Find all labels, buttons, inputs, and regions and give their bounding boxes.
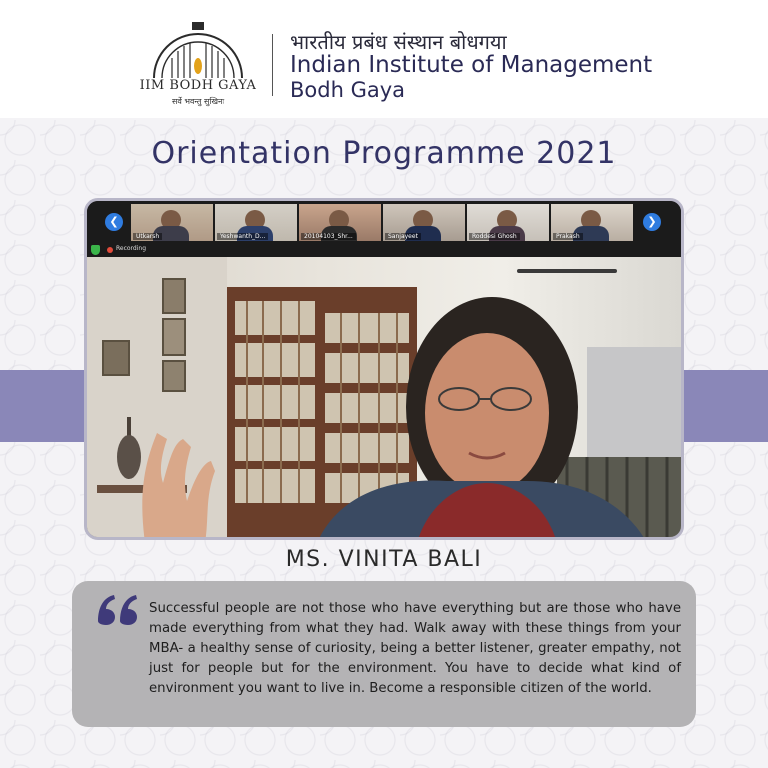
- speaker-video-frame: [87, 257, 681, 540]
- institute-name-hindi: भारतीय प्रबंध संस्थान बोधगया: [290, 30, 507, 54]
- stupa-arch-icon: [148, 20, 248, 80]
- participant-tile[interactable]: [131, 204, 213, 241]
- recording-bar: [87, 243, 681, 257]
- header: [0, 0, 768, 118]
- chevron-right-icon[interactable]: ❯: [643, 213, 661, 231]
- shield-icon[interactable]: [91, 245, 100, 255]
- iim-logo: [134, 20, 262, 106]
- logo-motto: सर्वे भवन्तु सुखिनः: [171, 97, 225, 106]
- quote-box: [72, 581, 696, 727]
- participant-tile[interactable]: [299, 204, 381, 241]
- participant-tile[interactable]: [467, 204, 549, 241]
- chevron-left-icon[interactable]: ❮: [105, 213, 123, 231]
- participant-tile[interactable]: [383, 204, 465, 241]
- quote-icon: [94, 591, 142, 627]
- institute-name-line2: Bodh Gaya: [290, 78, 406, 102]
- institute-name-line1: Indian Institute of Management: [290, 52, 653, 78]
- recording-dot-icon: [107, 247, 113, 253]
- participant-name: 20104103_Shr...: [301, 233, 356, 240]
- programme-title: Orientation Programme 2021: [151, 136, 617, 171]
- video-call-window: [84, 198, 684, 540]
- header-divider: [272, 34, 273, 96]
- participant-gallery: [87, 201, 681, 243]
- speaker-name: MS. VINITA BALI: [285, 547, 483, 572]
- participant-name: Utkarsh: [133, 233, 162, 240]
- logo-text: IIM BODH GAYA: [139, 78, 257, 93]
- speaker-video: [87, 257, 681, 540]
- recording-label: Recording: [116, 245, 147, 252]
- decorative-band-left: [0, 370, 90, 442]
- participant-tile[interactable]: [215, 204, 297, 241]
- participant-name: Prakash: [553, 233, 583, 240]
- decorative-band-right: [680, 370, 768, 442]
- participant-name: Roddesi Ghosh: [469, 233, 520, 240]
- quote-text: Successful people are not those who have everything but are those who have made everything from what they had. Walk away with these things from your MBA- a healthy sense of curiosity, being a better listener, greater empathy, not just for people but for the environment. You have to decide what kind of environment you want to live in. Become a responsible citizen of the world.: [149, 601, 681, 696]
- participant-name: Yeshwanth_D...: [217, 233, 268, 240]
- participant-tile[interactable]: [551, 204, 633, 241]
- participant-name: Sanjayeet: [385, 233, 421, 240]
